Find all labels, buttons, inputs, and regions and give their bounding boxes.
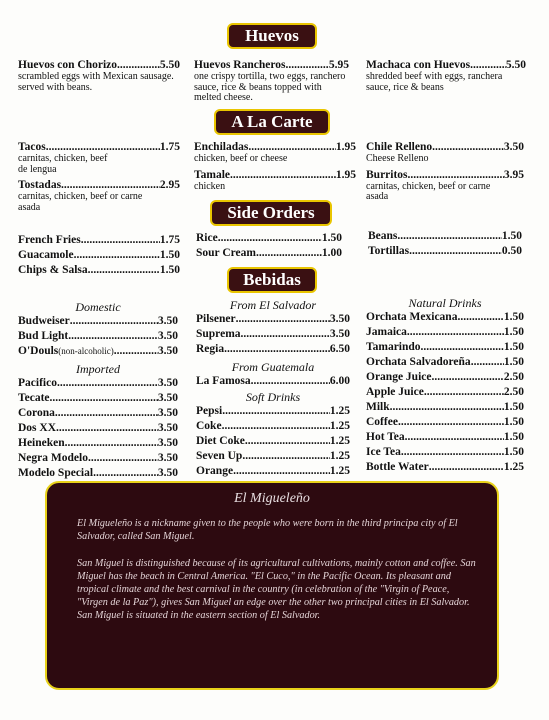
item-name: Rice (196, 232, 218, 244)
item-price: 1.50 (501, 230, 522, 242)
item-name: Orchata Mexicana (366, 311, 458, 323)
subheading-natural-drinks: Natural Drinks (408, 296, 482, 310)
menu-item (366, 431, 524, 444)
menu-item (196, 232, 342, 245)
item-name: La Famosa (196, 375, 251, 387)
item-price: 1.25 (503, 461, 524, 473)
menu-item (196, 435, 350, 448)
item-name: Ice Tea (366, 446, 401, 458)
item-name: Huevos Rancheros (194, 59, 286, 71)
story-title: El Migueleño (234, 491, 310, 506)
menu-item (196, 313, 350, 326)
item-name (18, 345, 114, 358)
menu-item (196, 405, 350, 418)
item-price: 1.50 (503, 446, 524, 458)
item-price: 5.50 (159, 59, 180, 71)
item-price: 3.50 (157, 392, 178, 404)
menu-item (366, 371, 524, 384)
carte-col-2 (194, 141, 356, 196)
sides-col-1 (18, 234, 180, 279)
item-name: Bud Light (18, 330, 69, 342)
item-price: 5.50 (505, 59, 526, 71)
item-name: Pilsener (196, 313, 236, 325)
bebidas-col-2 (196, 298, 350, 480)
item-price: 1.50 (503, 326, 524, 338)
item-price: 1.75 (159, 141, 180, 153)
item-price: 1.25 (329, 435, 350, 447)
sides-col-3 (368, 230, 522, 260)
item-name: Chile Relleno (366, 141, 433, 153)
item-name: Modelo Special (18, 467, 94, 479)
menu-item (366, 416, 524, 429)
menu-item (366, 356, 524, 369)
story-paragraph-2: San Miguel is distinguished because of its agricultural cultivations, mainly cotton and coffee. San Miguel has the beach in Central America. "El Cuco," in the Pacific Ocean. Its pleasant and tropical climate and the best carnival in the country (in celebration of the "Virgin of Peace, "Virgen de la Paz"), gives San Miguel an edge over the other two principal cities in El Salvador. San Miguel is situated in the eastern section of El Salvador. (77, 558, 476, 621)
item-price: 5.95 (328, 59, 349, 71)
item-price: 2.95 (159, 179, 180, 191)
item-price: 3.50 (157, 330, 178, 342)
menu-item (368, 245, 522, 258)
item-name: Regia (196, 343, 225, 355)
item-price: 1.50 (503, 401, 524, 413)
subheading-guatemala: From Guatemala (231, 360, 315, 374)
item-price: 1.50 (159, 249, 180, 261)
item-price: 1.25 (329, 465, 350, 477)
item-price: 1.25 (329, 405, 350, 417)
item-price: 6.50 (329, 343, 350, 355)
item-name: Orange (196, 465, 234, 477)
item-price: 3.50 (157, 437, 178, 449)
item-price: 6.00 (329, 375, 350, 387)
menu-item (18, 377, 178, 390)
item-description: chicken, beef or cheese (194, 153, 288, 164)
item-price: 1.50 (503, 431, 524, 443)
item-price: 0.50 (501, 245, 522, 257)
item-name: Diet Coke (196, 435, 245, 447)
menu-item (366, 341, 524, 354)
item-name: Heineken (18, 437, 65, 449)
menu-item (368, 230, 522, 243)
item-name: Orchata Salvadoreña (366, 356, 471, 368)
item-name: Hot Tea (366, 431, 405, 443)
item-name: Negra Modelo (18, 452, 88, 464)
menu-item (196, 450, 350, 463)
menu-item (196, 375, 350, 388)
item-price: 3.50 (329, 328, 350, 340)
item-name: Machaca con Huevos (366, 59, 471, 71)
item-description: one crispy tortilla, two eggs, ranchero sauce, rice & beans topped with melted cheese. (194, 71, 346, 103)
item-name: Huevos con Chorizo (18, 59, 118, 71)
item-name: Bottle Water (366, 461, 429, 473)
item-name: Milk (366, 401, 390, 413)
item-name: Seven Up (196, 450, 243, 462)
section-header-bebidas: Bebidas (227, 267, 317, 293)
item-price: 3.50 (157, 345, 178, 357)
story-box (45, 481, 499, 690)
menu-item (18, 345, 178, 358)
item-price: 2.50 (503, 371, 524, 383)
menu-item (366, 386, 524, 399)
item-price: 1.75 (159, 234, 180, 246)
menu-item (18, 315, 178, 328)
item-price: 3.95 (503, 168, 524, 181)
bebidas-col-1 (18, 300, 178, 482)
item-price: 1.95 (335, 168, 356, 181)
menu-item (18, 264, 180, 277)
item-name: French Fries (18, 234, 81, 246)
item-name: Tortillas (368, 245, 410, 257)
item-price: 1.50 (503, 311, 524, 323)
menu-item (18, 437, 178, 450)
subheading-el-salvador: From El Salvador (229, 298, 317, 312)
item-price: 3.50 (157, 422, 178, 434)
item-name: Guacamole (18, 249, 74, 261)
item-name: Budweiser (18, 315, 70, 327)
menu-item (366, 401, 524, 414)
subheading-soft-drinks: Soft Drinks (245, 390, 301, 404)
item-name: Burritos (366, 168, 408, 181)
huevos-col-2 (194, 59, 349, 108)
item-description: carnitas, chicken, beef or carne asada (18, 191, 143, 213)
item-name: Enchiladas (194, 141, 249, 153)
menu-item (196, 420, 350, 433)
menu-item (196, 328, 350, 341)
item-description: carnitas, chicken, beef or carne asada (366, 180, 491, 202)
item-price: 3.50 (329, 313, 350, 325)
huevos-col-1 (18, 59, 180, 97)
item-name: Tacos (18, 141, 46, 153)
item-price: 1.50 (503, 356, 524, 368)
section-header-huevos: Huevos (227, 23, 317, 49)
item-price: 3.50 (157, 315, 178, 327)
item-name: Pepsi (196, 405, 223, 417)
item-name: Beans (368, 230, 398, 242)
item-price: 3.50 (503, 141, 524, 153)
item-name: Apple Juice (366, 386, 424, 398)
item-price: 2.50 (503, 386, 524, 398)
subheading-imported: Imported (76, 362, 120, 376)
item-name: Dos XX (18, 422, 57, 434)
menu-item (18, 452, 178, 465)
item-price: 3.50 (157, 467, 178, 479)
menu-item (18, 422, 178, 435)
item-price: 1.50 (503, 341, 524, 353)
item-description: shredded beef with eggs, ranchera sauce, rice & beans (366, 71, 503, 93)
menu-item (366, 311, 524, 324)
item-name: Tamale (194, 168, 230, 181)
item-name: Orange Juice (366, 371, 432, 383)
menu-item (18, 407, 178, 420)
menu-item (18, 392, 178, 405)
item-price: 1.50 (321, 232, 342, 244)
item-name: Coke (196, 420, 222, 432)
menu-item (18, 467, 178, 480)
menu-item (18, 330, 178, 343)
item-description: Cheese Relleno (366, 153, 429, 164)
item-name: Chips & Salsa (18, 264, 88, 276)
item-name: Tostadas (18, 179, 62, 191)
item-price: 1.50 (159, 264, 180, 276)
item-name: Corona (18, 407, 55, 419)
subheading-domestic: Domestic (75, 300, 121, 314)
menu-item (194, 169, 356, 182)
item-price: 1.00 (321, 247, 342, 259)
item-description: scrambled eggs with Mexican sausage. served with beans. (18, 71, 174, 93)
menu-item (366, 169, 524, 182)
item-price: 1.50 (503, 416, 524, 428)
item-price: 1.25 (329, 420, 350, 432)
item-price: 3.50 (157, 377, 178, 389)
menu-item (18, 234, 180, 247)
sides-col-2 (196, 232, 342, 262)
menu-item (196, 247, 342, 260)
item-name: Suprema (196, 328, 241, 340)
item-name: Tecate (18, 392, 50, 404)
menu-item (196, 343, 350, 356)
section-header-a-la-carte: A La Carte (214, 109, 330, 135)
menu-item (366, 326, 524, 339)
huevos-col-3 (366, 59, 526, 97)
item-note: (non-alcoholic) (58, 346, 114, 356)
item-price: 1.95 (335, 141, 356, 153)
item-description: carnitas, chicken, beef de lengua (18, 153, 108, 175)
item-name: Sour Cream (196, 247, 256, 259)
section-header-side-orders: Side Orders (210, 200, 332, 226)
menu-item (196, 465, 350, 478)
item-name: Jamaica (366, 326, 407, 338)
item-price: 1.25 (329, 450, 350, 462)
story-paragraph-1: El Migueleño is a nickname given to the people who were born in the third principa city of El Salvador, called San Miguel. (77, 518, 458, 542)
item-name: Tamarindo (366, 341, 421, 353)
item-name-text: O'Douls (18, 345, 59, 357)
menu-item (18, 249, 180, 262)
item-name: Pacifico (18, 377, 57, 389)
carte-col-1 (18, 141, 180, 217)
item-name: Coffee (366, 416, 398, 428)
item-price: 3.50 (157, 407, 178, 419)
menu-item (366, 446, 524, 459)
carte-col-3 (366, 141, 524, 207)
bebidas-col-3 (366, 296, 524, 476)
menu-item (366, 461, 524, 474)
item-description: chicken (194, 180, 226, 192)
item-price: 3.50 (157, 452, 178, 464)
